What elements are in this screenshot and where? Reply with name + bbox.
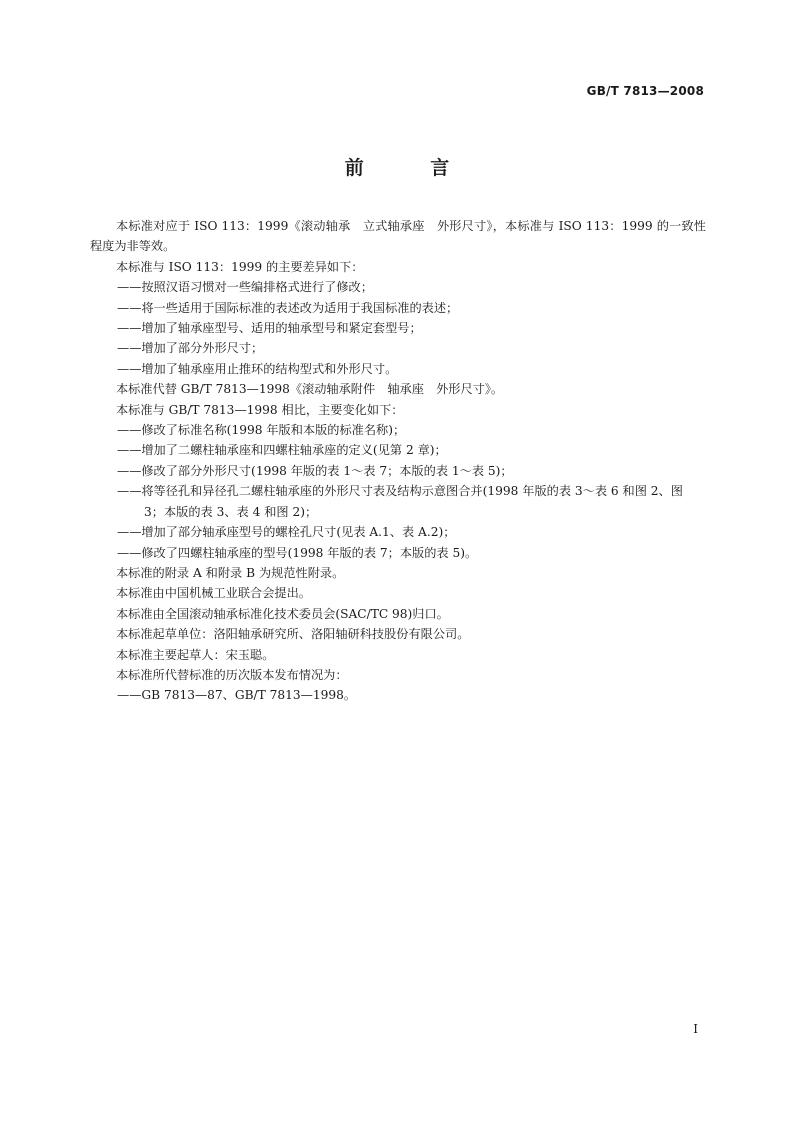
list-item: ——增加了部分轴承座型号的螺栓孔尺寸(见表 A.1、表 A.2)；	[117, 525, 456, 540]
list-item: ——修改了部分外形尺寸(1998 年版的表 1～表 7；本版的表 1～表 5)；	[117, 463, 513, 478]
page-number: I	[693, 1022, 698, 1036]
page-title: 前 言	[344, 157, 480, 179]
paragraph: 本标准起草单位：洛阳轴承研究所、洛阳轴研科技股份有限公司。	[116, 627, 470, 642]
paragraph: 本标准所代替标准的历次版本发布情况为：	[116, 667, 348, 682]
paragraph: 本标准主要起草人：宋玉聪。	[116, 647, 275, 662]
list-item: ——修改了四螺柱轴承座的型号(1998 年版的表 7；本版的表 5)。	[117, 545, 478, 560]
paragraph: 本标准的附录 A 和附录 B 为规范性附录。	[116, 565, 345, 580]
list-item: ——将等径孔和异径孔二螺柱轴承座的外形尺寸表及结构示意图合并(1998 年版的表 3～表 6 和图 2、图 3；本版的表 3、表 4 和图 2)；	[117, 484, 683, 519]
paragraph: 本标准由中国机械工业联合会提出。	[116, 586, 311, 601]
list-item: ——修改了标准名称(1998 年版和本版的标准名称)；	[117, 423, 406, 438]
paragraph: 本标准代替 GB/T 7813—1998《滚动轴承附件 轴承座 外形尺寸》。	[116, 382, 504, 397]
list-item: ——增加了二螺柱轴承座和四螺柱轴承座的定义(见第 2 章)；	[117, 443, 447, 458]
paragraph: 本标准由全国滚动轴承标准化技术委员会(SAC/TC 98)归口。	[116, 606, 449, 621]
paragraph: 本标准与 GB/T 7813—1998 相比，主要变化如下：	[116, 402, 404, 417]
standard-number: GB/T 7813—2008	[586, 84, 704, 98]
list-item: ——增加了轴承座用止推环的结构型式和外形尺寸。	[117, 361, 398, 376]
document-body	[90, 216, 706, 706]
list-item: ——增加了轴承座型号、适用的轴承型号和紧定套型号；	[117, 321, 422, 336]
list-item: ——按照汉语习惯对一些编排格式进行了修改；	[117, 280, 373, 295]
paragraph: 本标准与 ISO 113：1999 的主要差异如下：	[116, 259, 364, 274]
list-item: ——增加了部分外形尺寸；	[117, 341, 264, 356]
paragraph: 本标准对应于 ISO 113：1999《滚动轴承 立式轴承座 外形尺寸》，本标准与 ISO 113：1999 的一致性程度为非等效。	[90, 219, 706, 254]
list-item: ——将一些适用于国际标准的表述改为适用于我国标准的表述；	[117, 300, 459, 315]
list-item: ——GB 7813—87、GB/T 7813—1998。	[117, 688, 357, 703]
